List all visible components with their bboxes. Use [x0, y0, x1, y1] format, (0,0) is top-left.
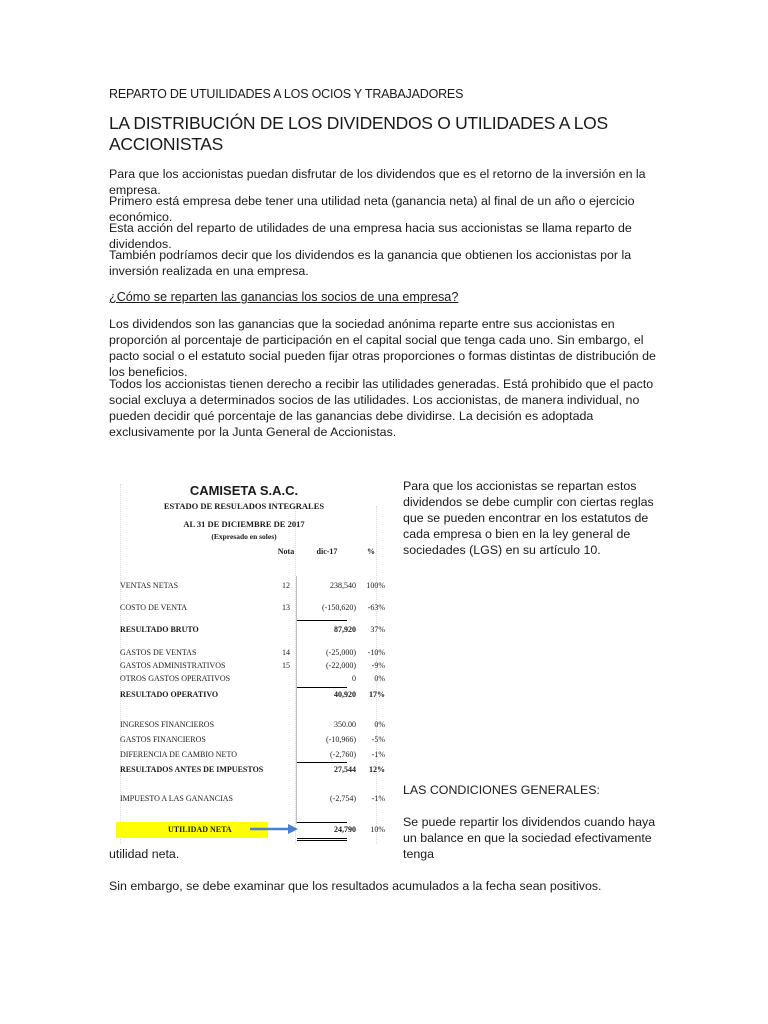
table-row: GASTOS DE VENTAS 14 (-25,000) -10%: [120, 648, 385, 657]
side-paragraph: Para que los accionistas se repartan estos dividendos se debe cumplir con ciertas reglas que se pueden encontrar en los estatutos de cada empresa o bien en la ley general de sociedades (LGS) en su artículo 10.: [403, 479, 654, 557]
table-row: DIFERENCIA DE CAMBIO NETO (-2,760) -1%: [120, 750, 385, 759]
header-nota: Nota: [277, 547, 295, 556]
document-title: LA DISTRIBUCIÓN DE LOS DIVIDENDOS O UTILIDADES A LOS ACCIONISTAS: [109, 113, 608, 154]
table-row: COSTO DE VENTA 13 (-150,620) -63%: [120, 603, 385, 612]
table-header-row: [120, 547, 378, 559]
income-statement-table: [110, 476, 385, 845]
p5-text-4: en proporción al porcentaje de participación en el capital social que tenga cada uno. Sin embargo, el pacto social o el estatuto social pueden fijar otras proporciones o formas distintas de distribución de los beneficios.: [109, 317, 656, 379]
conditions-heading: LAS CONDICIONES GENERALES:: [403, 783, 600, 797]
keyword-ganancias: ganancias: [237, 317, 295, 331]
header-period: dic-17: [316, 547, 338, 556]
p5-text-2: que la sociedad anónima: [294, 317, 439, 331]
arrow-right-icon: [248, 821, 300, 837]
conditions-continuation: utilidad neta.: [109, 847, 180, 861]
statement-date: AL 31 DE DICIEMBRE DE 2017: [183, 519, 305, 529]
table-row: INGRESOS FINANCIEROS 350.00 0%: [120, 720, 385, 729]
statement-title: ESTADO DE RESULADOS INTEGRALES: [163, 501, 325, 511]
table-row: GASTOS FINANCIEROS (-10,966) -5%: [120, 735, 385, 744]
p5-text-3: entre sus: [478, 317, 537, 331]
p5-text-1: Los dividendos son las: [109, 317, 238, 331]
table-row: GASTOS ADMINISTRATIVOS 15 (-22,000) -9%: [120, 661, 385, 670]
paragraph-6: Todos los accionistas tienen derecho a recibir las utilidades generadas. Está prohibido que el pacto social excluya a determinados socios de las utilidades. Los accionistas, de manera individual, no pueden decidir qué porcentaje de las ganancias debe dividirse. La decisión es adoptada exclusivamente por la Junta General de Accionistas.: [109, 377, 654, 439]
final-paragraph: Sin embargo, se debe examinar que los resultados acumulados a la fecha sean positivos.: [109, 879, 602, 893]
table-row-net-income: UTILIDAD NETA 24,790 10%: [168, 825, 385, 834]
paragraph-1: Para que los accionistas puedan disfrutar de los dividendos que es el retorno de la inversión en la empresa.: [109, 167, 646, 197]
statement-currency: (Expresado en soles): [211, 532, 277, 541]
document-subtitle: REPARTO DE UTUILIDADES A LOS OCIOS Y TRABAJADORES: [109, 87, 464, 101]
paragraph-2: Primero está empresa debe tener una utilidad neta (ganancia neta) al final de un año o ejercicio económico.: [109, 194, 635, 224]
table-row: RESULTADO BRUTO 87,920 37%: [120, 625, 385, 634]
table-row: VENTAS NETAS 12 238,540 100%: [120, 581, 385, 590]
section-question: ¿Cómo se reparten las ganancias los socios de una empresa?: [109, 290, 459, 304]
company-name: CAMISETA S.A.C.: [189, 483, 299, 498]
paragraph-3: Esta acción del reparto de utilidades de una empresa hacia sus accionistas se llama reparto de dividendos.: [109, 221, 632, 251]
table-row: RESULTADOS ANTES DE IMPUESTOS 27,544 12%: [120, 765, 385, 774]
paragraph-5: [109, 316, 669, 380]
conditions-paragraph: Se puede repartir los dividendos cuando haya un balance en que la sociedad efectivamente tenga: [403, 815, 656, 861]
paragraph-4: También podríamos decir que los dividendos es la ganancia que obtienen los accionistas por la inversión realizada en una empresa.: [109, 248, 632, 278]
keyword-accionistas: accionistas: [536, 317, 598, 331]
table-row: IMPUESTO A LAS GANANCIAS (-2,754) -1%: [120, 794, 385, 803]
keyword-reparte: reparte: [438, 317, 479, 331]
header-pct: %: [367, 547, 375, 556]
table-row: RESULTADO OPERATIVO 40,920 17%: [120, 690, 385, 699]
table-row: OTROS GASTOS OPERATIVOS 0 0%: [120, 674, 385, 683]
